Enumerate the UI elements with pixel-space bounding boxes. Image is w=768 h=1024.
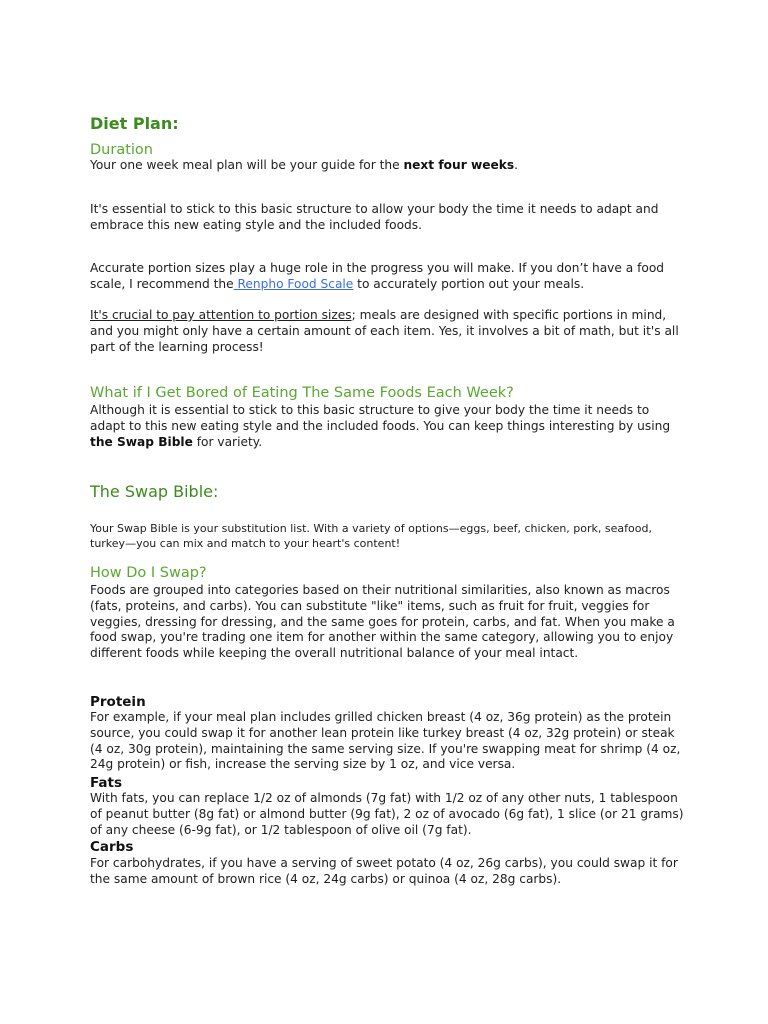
duration-bold-text: next four weeks [403, 158, 515, 172]
bored-text: Although it is essential to stick to this basic structure to give your body the time it needs to adapt to this new eating style and the included foods. You can keep things interesting by using [90, 403, 671, 433]
portion-text: Accurate portion sizes play a huge role in the progress you will make. If you don’t have a food scale, I recommend the [90, 261, 665, 291]
renpho-food-scale-link[interactable]: Renpho Food Scale [233, 276, 354, 291]
swap-bible-bold-text: the Swap Bible [90, 434, 193, 449]
duration-text: Your one week meal plan will be your guide for the [90, 158, 404, 172]
fats-heading: Fats [90, 775, 123, 791]
bored-paragraph [90, 403, 685, 450]
how-swap-paragraph: Foods are grouped into categories based on their nutritional similarities, also known as macros (fats, proteins, and carbs). You can substitute "like" items, such as fruit for fruit, veggies for veggies, dressing for dressing, and the same goes for protein, carbs, and fat. When you make a food swap, you're trading one item for another within the same category, allowing you to enjoy different foods while keeping the overall nutritional balance of your meal intact. [90, 583, 675, 661]
duration-heading: Duration [90, 142, 153, 158]
duration-text-end: . [514, 158, 518, 172]
swap-bible-heading: The Swap Bible: [90, 482, 219, 501]
carbs-paragraph: For carbohydrates, if you have a serving of sweet potato (4 oz, 26g carbs), you could swap it for the same amount of brown rice (4 oz, 24g carbs) or quinoa (4 oz, 28g carbs). [90, 856, 678, 886]
portion-paragraph [90, 261, 685, 293]
bored-heading: What if I Get Bored of Eating The Same Foods Each Week? [90, 385, 514, 401]
bored-text-end: for variety. [192, 434, 263, 449]
protein-paragraph: For example, if your meal plan includes grilled chicken breast (4 oz, 36g protein) as the protein source, you could swap it for another lean protein like turkey breast (4 oz, 32g protein) or steak (4 oz, 30g protein), maintaining the same serving size. If you're swapping meat for shrimp (4 oz, 24g protein) or fish, increase the serving size by 1 oz, and vice versa. [90, 710, 681, 772]
crucial-paragraph [90, 308, 685, 355]
how-swap-heading: How Do I Swap? [90, 565, 207, 581]
crucial-text: ; meals are designed with specific portions in mind, and you might only have a certain amount of each item. Yes, it involves a bit of math, but it's all part of the learning process! [90, 308, 679, 354]
portion-text-end: to accurately portion out your meals. [353, 276, 585, 291]
carbs-heading: Carbs [90, 839, 134, 855]
structure-paragraph: It's essential to stick to this basic structure to allow your body the time it needs to adapt and embrace this new eating style and the included foods. [90, 202, 659, 232]
page-title: Diet Plan: [90, 114, 179, 133]
duration-paragraph [90, 158, 685, 174]
crucial-underlined-text: It's crucial to pay attention to portion sizes [90, 308, 352, 322]
fats-paragraph: With fats, you can replace 1/2 oz of almonds (7g fat) with 1/2 oz of any other nuts, 1 tablespoon of peanut butter (8g fat) or almond butter (9g fat), 2 oz of avocado (6g fat), 1 slice (or 21 grams) of any cheese (6-9g fat), or 1/2 tablespoon of olive oil (7g fat). [90, 791, 684, 837]
swap-bible-intro: Your Swap Bible is your substitution list. With a variety of options—eggs, beef, chicken, pork, seafood, turkey—you can mix and match to your heart's content! [90, 522, 652, 550]
protein-heading: Protein [90, 694, 146, 710]
